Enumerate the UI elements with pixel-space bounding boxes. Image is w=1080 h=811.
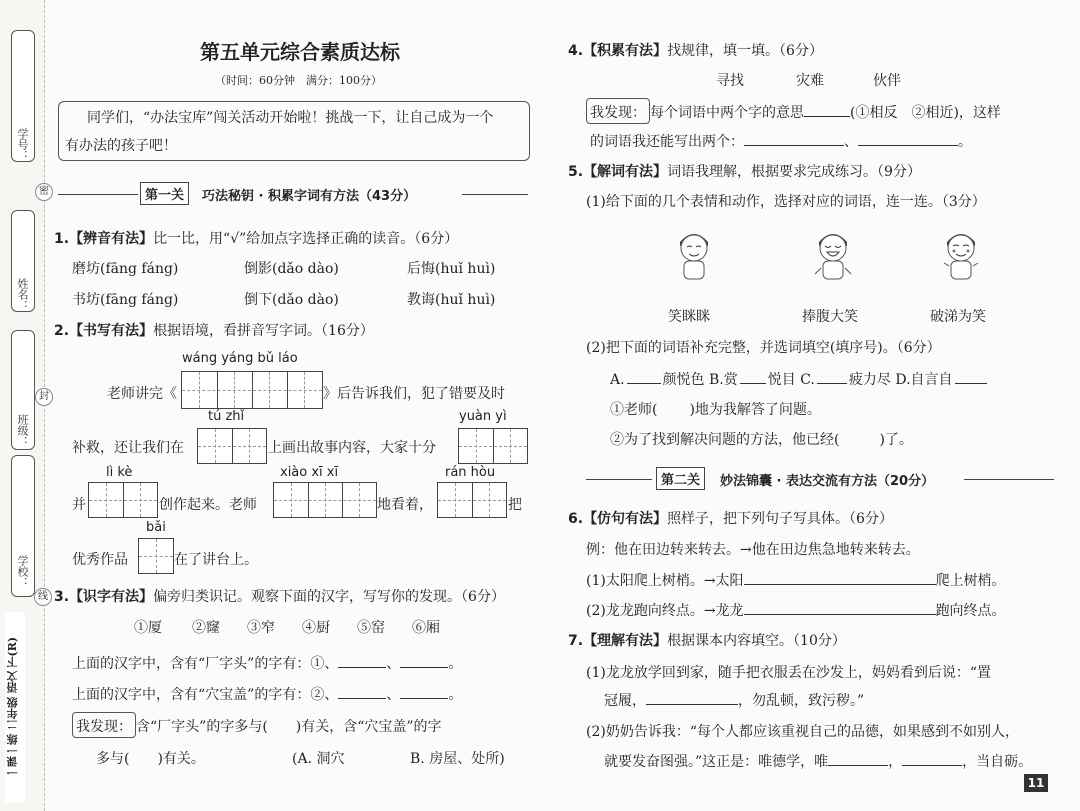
q6-text: 照样子，把下列句子写具体。（6分）	[667, 511, 893, 527]
divider	[462, 194, 528, 195]
student-name-label: 姓名：	[16, 278, 29, 311]
q2-text-segment: 地看着，	[377, 497, 433, 513]
q3-char: ④厨	[302, 620, 330, 636]
q2-text-segment: 老师讲完《	[107, 386, 177, 402]
q1-item[interactable]: 后悔(huǐ huì)	[407, 261, 496, 277]
q4-word: 灾难	[796, 73, 824, 89]
q5-options	[610, 369, 987, 389]
smiling-boy-icon	[670, 224, 718, 284]
q4-text-segment: 。	[958, 134, 972, 150]
q3-char: ①厦	[134, 620, 162, 636]
student-number-label: 学号：	[16, 128, 29, 161]
q3-text-segment: 上面的汉字中，含有“穴宝盖”的字有：②、	[72, 687, 339, 703]
q7-p1-line-2	[604, 690, 864, 710]
q7-p2-line-1: (2)奶奶告诉我：“每个人都应该重视自己的品德，如果感到不如别人，	[586, 724, 1019, 740]
q3-number: 3.	[54, 589, 70, 605]
level-1-tag: 第一关	[140, 182, 189, 205]
q1-item[interactable]: 磨坊(fāng fáng)	[72, 261, 179, 277]
q5-text-segment: )地为我解答了问题。	[689, 402, 821, 418]
question-1	[54, 228, 458, 248]
q6-text-segment: 爬上树梢。	[935, 573, 1006, 589]
q3-finding-text	[136, 716, 442, 736]
q7-text-segment: ，勿乱顿，致污秽。”	[738, 693, 865, 709]
expression-label[interactable]: 笑眯眯	[668, 309, 710, 325]
q5-option: D.自言自	[895, 372, 953, 388]
q3-char: ②窿	[192, 620, 220, 636]
q5-text-segment: )了。	[879, 432, 913, 448]
answer-blank[interactable]	[858, 132, 958, 146]
q5-number: 5.	[568, 164, 584, 180]
q2-text-segment: 创作起来。老师	[159, 497, 257, 513]
q5-part-2: (2)把下面的词语补充完整，并选词填空(填序号)。（6分）	[586, 340, 941, 356]
q2-text-segment: 》后告诉我们，犯了错要及时	[323, 386, 505, 402]
answer-blank[interactable]	[804, 103, 850, 117]
q6-method: 【仿句有法】	[583, 511, 668, 527]
q5-sentence-1	[610, 399, 821, 419]
q1-number: 1.	[54, 231, 70, 247]
q3-text-segment: 、	[386, 687, 401, 703]
q1-text: 比一比，用“√”给加点字选择正确的读音。（6分）	[153, 231, 459, 247]
divider	[586, 479, 652, 480]
pinyin-label: yuàn yì	[459, 409, 507, 424]
divider	[964, 479, 1054, 480]
q3-line-2	[72, 684, 462, 704]
q6-text-segment: 跑向终点。	[935, 603, 1006, 619]
q3-text-segment: 上面的汉字中，含有“厂字头”的字有：①、	[72, 656, 339, 672]
q2-text-segment: 上画出故事内容，大家十分	[268, 440, 436, 456]
intro-line-1: 同学们，“办法宝库”闯关活动开始啦！挑战一下，让自己成为一个	[87, 110, 494, 126]
q2-text-segment: 补救，还让我们在	[72, 440, 184, 456]
q5-option: A.	[610, 372, 625, 388]
q3-method: 【识字有法】	[69, 589, 154, 605]
q4-text-segment: 、	[844, 134, 858, 150]
q5-option: 疲力尽	[848, 372, 891, 388]
q5-part-1: (1)给下面的几个表情和动作，选择对应的词语，连一连。（3分）	[586, 194, 986, 210]
question-5	[568, 161, 921, 181]
writing-grid[interactable]	[138, 538, 174, 574]
answer-blank[interactable]	[338, 654, 386, 668]
writing-grid[interactable]	[181, 371, 323, 409]
q6-sentence-2	[586, 600, 1006, 620]
q7-number: 7.	[568, 633, 584, 649]
question-3	[54, 586, 505, 606]
q3-text-segment: 多与(	[96, 751, 130, 767]
divider	[58, 194, 138, 195]
q5-option: B.赏	[709, 372, 738, 388]
q3-text-segment: 含“厂字头”的字多与(	[136, 719, 268, 735]
q4-number: 4.	[568, 43, 584, 59]
q5-method: 【解词有法】	[583, 164, 668, 180]
answer-blank[interactable]	[740, 370, 766, 384]
q7-text: 根据课本内容填空。（10分）	[667, 633, 846, 649]
pinyin-label: wáng yáng bǔ láo	[182, 351, 298, 366]
page-title: 第五单元综合素质达标	[200, 40, 400, 64]
q6-sentence-1	[586, 570, 1006, 590]
pinyin-label: xiào xī xī	[280, 465, 339, 480]
question-6	[568, 508, 893, 528]
q4-finding-line-2	[590, 131, 972, 151]
answer-blank[interactable]	[744, 132, 844, 146]
pinyin-label: lì kè	[106, 465, 133, 480]
answer-blank[interactable]	[828, 752, 888, 766]
q3-char: ⑤窑	[357, 620, 385, 636]
exam-info: （时间：60分钟 满分：100分）	[215, 74, 382, 87]
page-number: 11	[1024, 774, 1048, 792]
q6-example: 例：他在田边转来转去。→他在田边焦急地转来转去。	[586, 542, 920, 558]
pinyin-label: rán hòu	[445, 465, 496, 480]
q7-text-segment: ，当自砺。	[962, 754, 1033, 770]
q2-text-segment: 优秀作品	[72, 552, 128, 568]
q7-text-segment: ，	[888, 754, 903, 770]
level-2-title: 妙法锦囊 · 表达交流有方法（20分）	[720, 474, 935, 489]
answer-blank[interactable]	[646, 691, 738, 705]
q7-p1-line-1: (1)龙龙放学回到家，随手把衣服丢在沙发上，妈妈看到后说：“置	[586, 665, 991, 681]
q1-item[interactable]: 教诲(huǐ huì)	[407, 292, 496, 308]
answer-blank[interactable]	[744, 601, 936, 615]
q1-item[interactable]: 书坊(fāng fáng)	[72, 292, 179, 308]
q3-text-segment: 。	[448, 656, 463, 672]
q4-word: 伙伴	[873, 73, 901, 89]
pinyin-label: tú zhǐ	[208, 409, 245, 424]
level-2-tag: 第二关	[656, 467, 705, 490]
answer-blank[interactable]	[627, 370, 661, 384]
q5-text-segment: ①老师(	[610, 402, 658, 418]
intro-line-2: 有办法的孩子吧！	[65, 138, 177, 154]
q6-number: 6.	[568, 511, 584, 527]
expression-label[interactable]: 捧腹大笑	[802, 309, 858, 325]
question-2	[54, 320, 374, 340]
q3-text: 偏旁归类识记。观察下面的汉字，写写你的发现。（6分）	[153, 589, 505, 605]
q1-item[interactable]: 倒影(dǎo dào)	[244, 261, 339, 277]
q5-option: 颜悦色	[662, 372, 705, 388]
school-label: 学校：	[16, 555, 29, 588]
writing-grid[interactable]	[197, 428, 267, 464]
q4-text: 找规律，填一填。（6分）	[667, 43, 823, 59]
expression-label[interactable]: 破涕为笑	[930, 309, 986, 325]
answer-blank[interactable]	[955, 370, 987, 384]
class-label: 班级：	[16, 414, 29, 447]
pinyin-label: bǎi	[146, 520, 166, 535]
q4-word: 寻找	[716, 73, 744, 89]
q5-text: 词语我理解，根据要求完成练习。（9分）	[667, 164, 921, 180]
q3-finding-text-2	[96, 748, 205, 768]
answer-blank[interactable]	[400, 654, 448, 668]
q2-text-segment: 并	[72, 497, 86, 513]
q7-text-segment: 就要发奋图强。”这正是：唯德学，唯	[604, 754, 829, 770]
right-page	[540, 0, 1080, 811]
answer-blank[interactable]	[338, 685, 386, 699]
writing-grid[interactable]	[88, 482, 158, 518]
q3-text-segment: )有关。	[157, 751, 205, 767]
q1-item[interactable]: 倒下(dǎo dào)	[244, 292, 339, 308]
q3-text-segment: )有关，含“穴宝盖”的字	[295, 719, 442, 735]
level-1-title: 巧法秘钥 · 积累字词有方法（43分）	[202, 189, 417, 204]
q2-method: 【书写有法】	[69, 323, 154, 339]
q4-text-segment: 每个词语中两个字的意思	[650, 105, 804, 121]
laughing-boy-icon	[809, 224, 857, 284]
q6-text-segment: (2)龙龙跑向终点。→龙龙	[586, 603, 744, 619]
writing-grid[interactable]	[458, 428, 528, 464]
question-7	[568, 630, 846, 650]
q4-finding-line	[650, 102, 1001, 122]
q4-text-segment: 的词语我还能写出两个：	[590, 134, 744, 150]
q3-char: ⑥厢	[412, 620, 440, 636]
q3-text-segment: 、	[386, 656, 401, 672]
answer-blank[interactable]	[744, 571, 936, 585]
answer-blank[interactable]	[817, 370, 847, 384]
q3-option-a: (A. 洞穴	[292, 751, 345, 767]
q2-number: 2.	[54, 323, 70, 339]
question-4	[568, 40, 823, 60]
q5-sentence-2	[610, 429, 913, 449]
q3-char: ③窄	[247, 620, 275, 636]
q6-text-segment: (1)太阳爬上树梢。→太阳	[586, 573, 744, 589]
q7-text-segment: 冠履，	[604, 693, 646, 709]
q3-line-1	[72, 653, 462, 673]
q1-method: 【辨音有法】	[69, 231, 154, 247]
q2-text: 根据语境，看拼音写字词。（16分）	[153, 323, 374, 339]
q2-text-segment: 在了讲台上。	[174, 552, 258, 568]
intro-box	[58, 101, 530, 161]
writing-grid[interactable]	[273, 482, 377, 518]
q7-p2-line-2	[604, 751, 1032, 771]
q3-finding-label: 我发现：	[76, 719, 132, 735]
q5-text-segment: ②为了找到解决问题的方法，他已经(	[610, 432, 840, 448]
answer-blank[interactable]	[902, 752, 962, 766]
q7-method: 【理解有法】	[583, 633, 668, 649]
writing-grid[interactable]	[437, 482, 507, 518]
q5-option: 悦目	[767, 372, 796, 388]
seal-mark-mi: 密	[35, 183, 53, 201]
laughing-through-tears-boy-icon	[937, 224, 985, 284]
seal-mark-feng: 封	[35, 388, 53, 406]
q4-text-segment: (①相反 ②相近)，这样	[850, 105, 1001, 121]
q4-finding-label: 我发现：	[590, 105, 646, 121]
q3-text-segment: 。	[448, 687, 463, 703]
q3-option-b: B. 房屋、处所)	[410, 751, 505, 767]
binding-strip	[0, 0, 49, 811]
q2-text-segment: 把	[508, 497, 522, 513]
seal-mark-xian: 线	[34, 588, 52, 606]
q4-method: 【积累有法】	[583, 43, 668, 59]
brand-label: 一课一练 二年级 语文 下(R)	[5, 612, 25, 802]
q5-option: C.	[800, 372, 815, 388]
answer-blank[interactable]	[400, 685, 448, 699]
